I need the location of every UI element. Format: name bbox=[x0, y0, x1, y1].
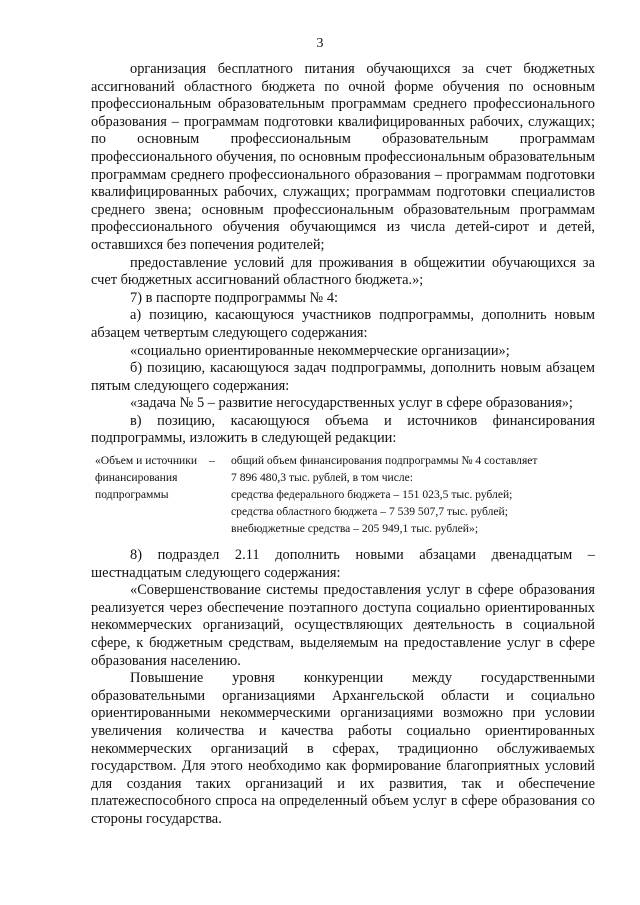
finance-line: 7 896 480,3 тыс. рублей, в том числе: bbox=[231, 471, 414, 485]
paragraph: Повышение уровня конкуренции между государственными образовательными организациями Архангельской области и социально ориентированными некоммерческими организациями возможно при условии увеличения количества и качества работы социально ориентированных некоммерческих организаций в сферах, традиционно обслуживаемых государством. Для этого необходимо как формирование благоприятных условий для создания таких организаций и их развития, так и обеспечение платежеспособного спроса на определенный объем услуг в сфере образования со стороны государства. bbox=[91, 670, 595, 827]
paragraph: «социально ориентированные некоммерческие организации»; bbox=[130, 342, 510, 359]
paragraph: «задача № 5 – развитие негосударственных услуг в сфере образования»; bbox=[130, 395, 573, 412]
paragraph: 8) подраздел 2.11 дополнить новыми абзацами двенадцатым – шестнадцатым следующего содержания: bbox=[91, 547, 595, 581]
finance-line: общий объем финансирования подпрограммы № 4 составляет bbox=[231, 454, 538, 468]
finance-line: внебюджетные средства – 205 949,1 тыс. рублей»; bbox=[231, 522, 479, 536]
page-number: 3 bbox=[316, 36, 324, 51]
paragraph: «Совершенствование системы предоставления услуг в сфере образования реализуется через обеспечение поэтапного доступа социально ориентированных некоммерческих организаций, осуществляющих деятельность в социальной сфере, к бюджетным средствам, выделяемым на предоставление услуг в сфере образования населению. bbox=[91, 582, 595, 669]
paragraph: а) позицию, касающуюся участников подпрограммы, дополнить новым абзацем четвертым следующего содержания: bbox=[91, 307, 595, 341]
paragraph: организация бесплатного питания обучающихся за счет бюджетных ассигнований областного бюджета по очной форме обучения по основным профессиональным образовательным программам среднего профессионального образования – программам подготовки квалифицированных рабочих, служащих; по основным профессиональным образовательным программам профессионального обучения, по основным профессиональным образовательным программам среднего профессионального образования – программам подготовки квалифицированных рабочих, служащих; программам подготовки специалистов среднего звена; основным профессиональным образовательным программам профессионального обучения обучающимся из числа детей-сирот и детей, оставшихся без попечения родителей; bbox=[91, 61, 595, 253]
finance-table bbox=[91, 452, 595, 537]
paragraph: предоставление условий для проживания в общежитии обучающихся за счет бюджетных ассигнований областного бюджета.»; bbox=[91, 254, 595, 289]
paragraph: в) позицию, касающуюся объема и источников финансирования подпрограммы, изложить в следующей редакции: bbox=[91, 412, 595, 447]
finance-line: средства федерального бюджета – 151 023,5 тыс. рублей; bbox=[231, 488, 513, 502]
paragraph: б) позицию, касающуюся задач подпрограммы, дополнить новым абзацем пятым следующего содержания: bbox=[91, 360, 595, 394]
finance-text bbox=[231, 452, 595, 537]
finance-line: средства областного бюджета – 7 539 507,7 тыс. рублей; bbox=[231, 505, 508, 519]
document-body bbox=[91, 61, 595, 829]
finance-dash: – bbox=[209, 454, 215, 468]
finance-label: «Объем и источники финансирования подпрограммы bbox=[95, 454, 198, 502]
paragraph: 7) в паспорте подпрограммы № 4: bbox=[130, 289, 339, 306]
